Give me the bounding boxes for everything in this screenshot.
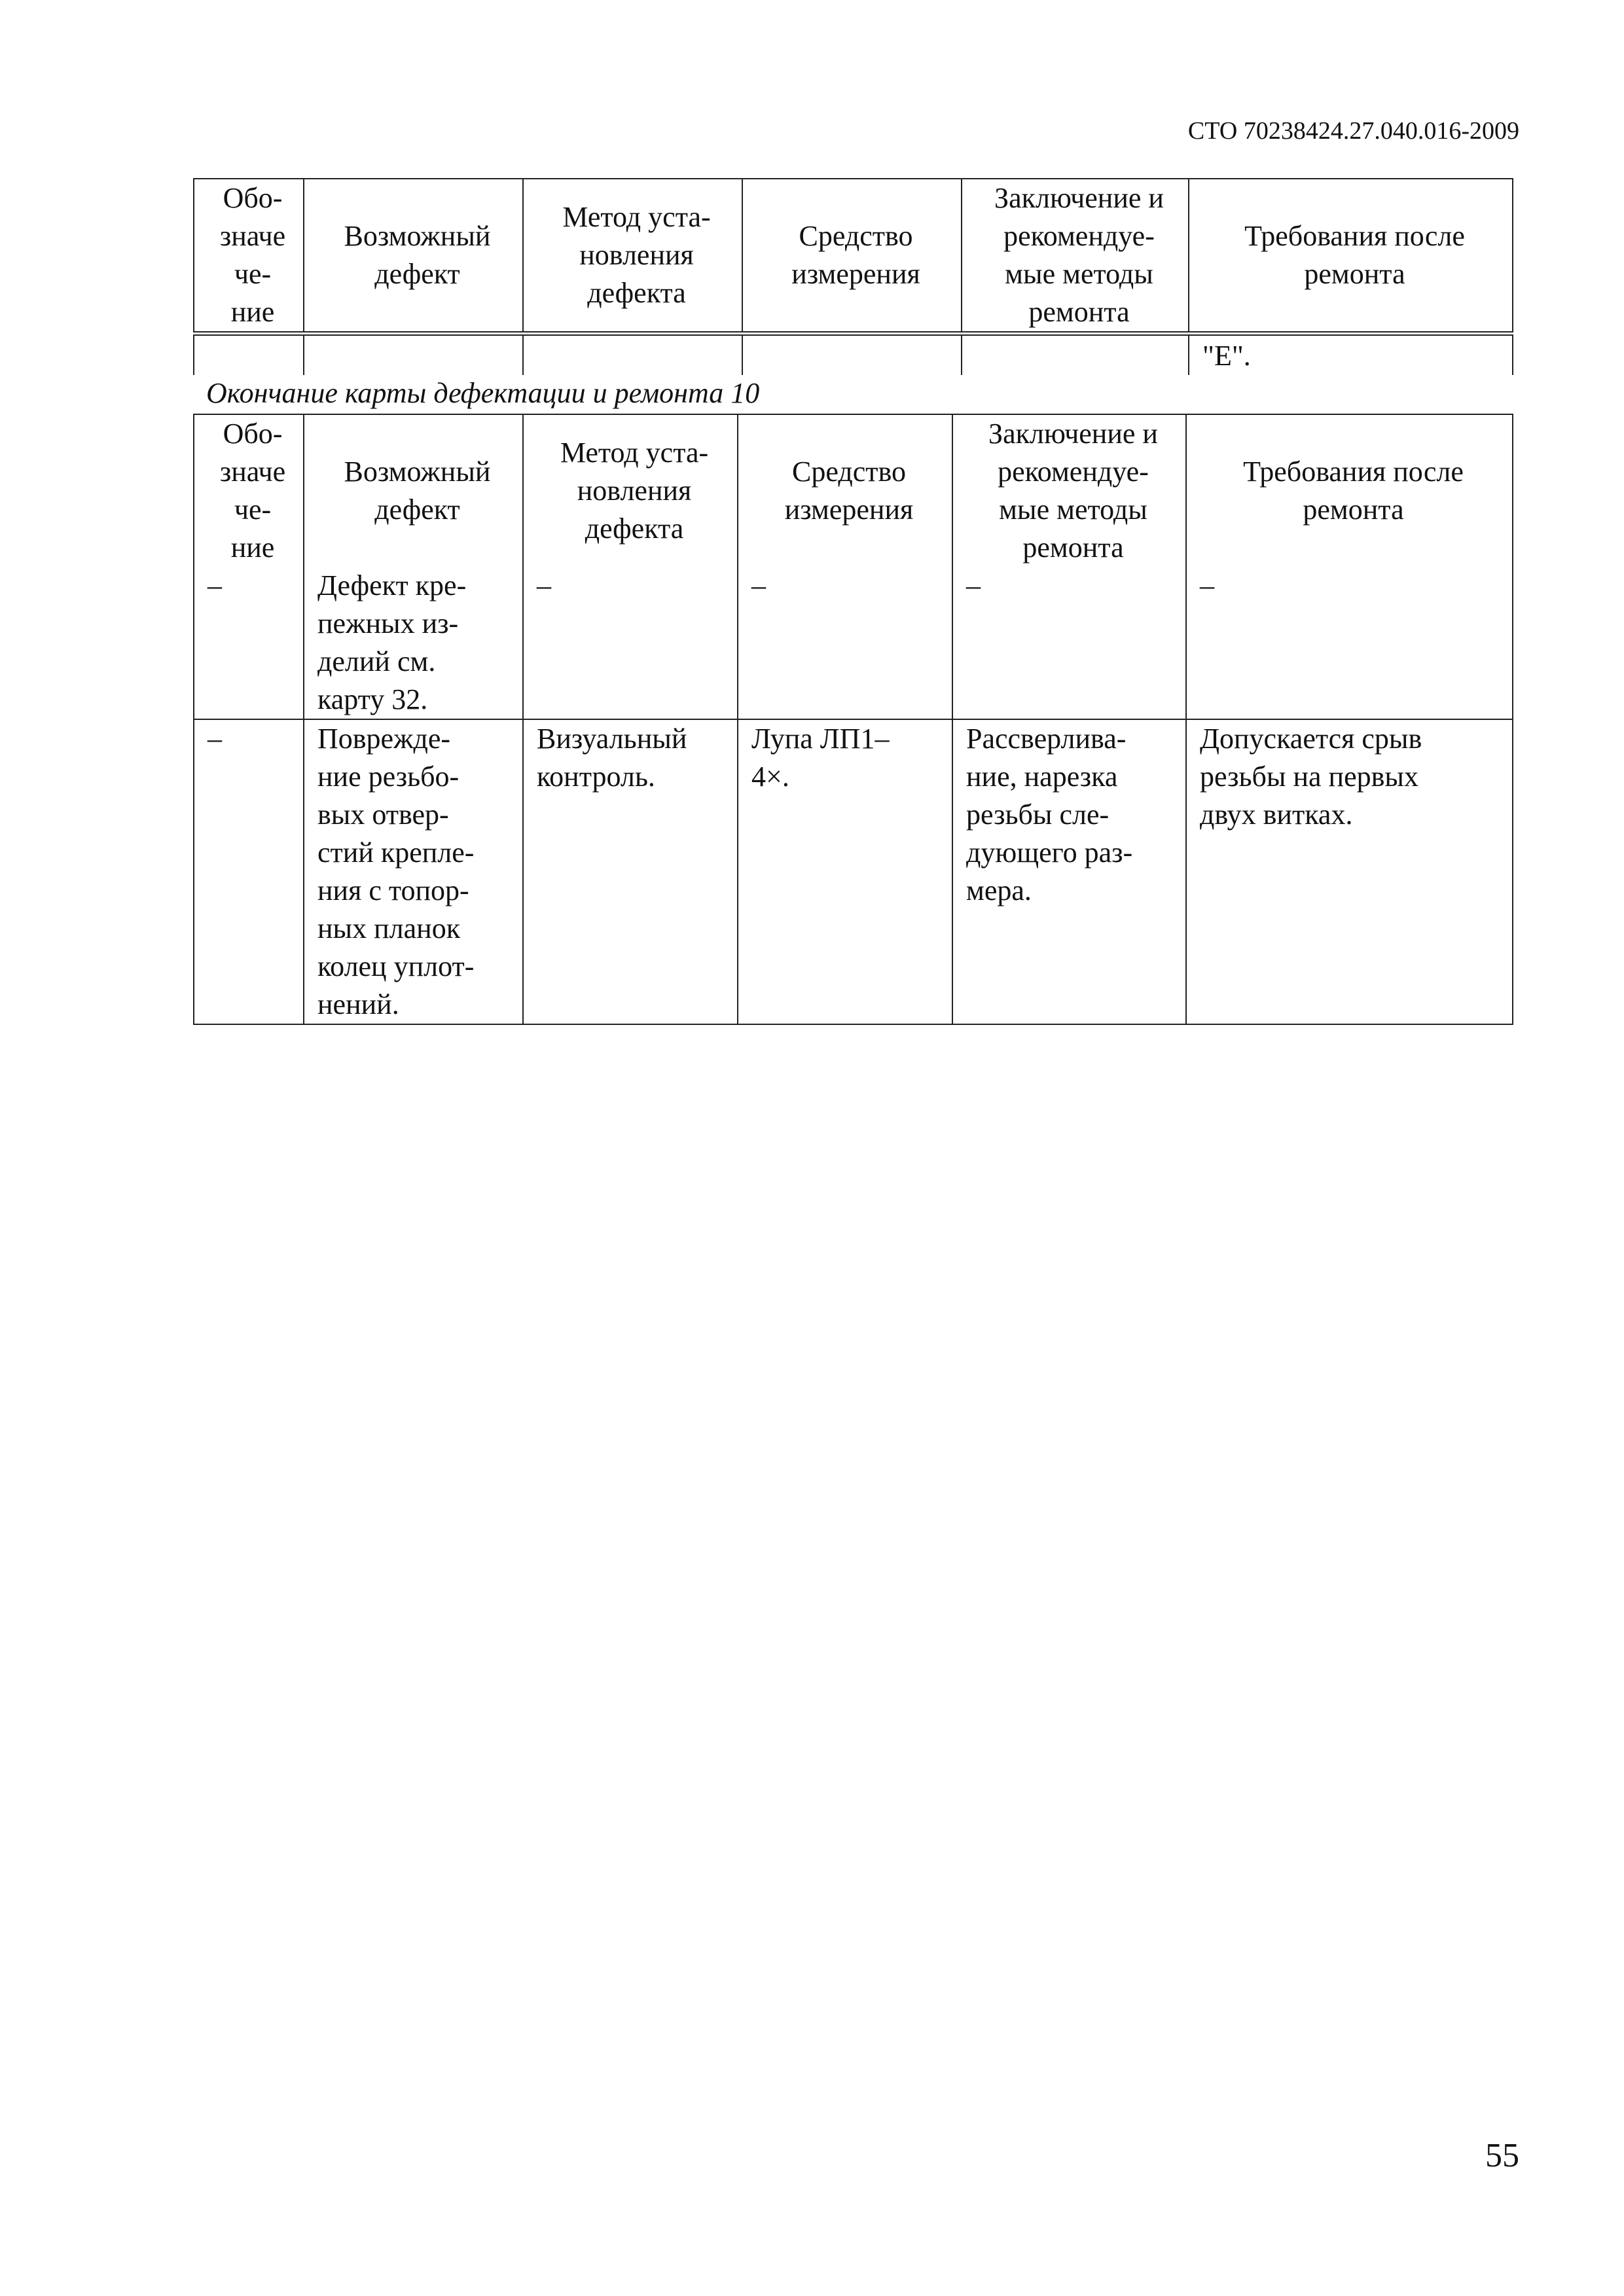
document-code: СТО 70238424.27.040.016-2009 [1187, 117, 1519, 145]
cell-method: Визуальный контроль. [523, 719, 738, 1024]
previous-table-fragment [193, 178, 1513, 375]
table-header-row [194, 179, 1513, 334]
cell-requirements: – [1186, 567, 1513, 719]
col-header-designation: Обо- значе че- ние [194, 414, 304, 567]
table-cell [194, 334, 304, 376]
cell-designation: – [194, 719, 304, 1024]
cell-conclusion: Рассверлива- ние, нарезка резьбы сле- дующего раз- мера. [952, 719, 1186, 1024]
cell-method: – [523, 567, 738, 719]
cell-instrument: – [738, 567, 952, 719]
table-cell [523, 334, 742, 376]
col-header-instrument: Средство измерения [738, 414, 952, 567]
cell-requirements: Допускается срыв резьбы на первых двух витках. [1186, 719, 1513, 1024]
table-row [194, 334, 1513, 376]
col-header-instrument: Средство измерения [742, 179, 962, 334]
table-cell [962, 334, 1189, 376]
table-cell [304, 334, 523, 376]
col-header-method: Метод уста- новления дефекта [523, 179, 742, 334]
cell-defect: Дефект кре- пежных из- делий см. карту 32. [304, 567, 523, 719]
cell-defect: Поврежде- ние резьбо- вых отвер- стий крепле- ния с топор- ных планок колец уплот- нений. [304, 719, 523, 1024]
table-cell [742, 334, 962, 376]
table-caption: Окончание карты дефектации и ремонта 10 [206, 377, 760, 409]
defect-repair-table [193, 414, 1513, 1025]
col-header-designation: Обо- значе че- ние [194, 179, 304, 334]
table-header-row [194, 414, 1513, 567]
table-cell: "Е". [1189, 334, 1513, 376]
table-row [194, 719, 1513, 1024]
col-header-defect: Возможный дефект [304, 414, 523, 567]
col-header-requirements: Требования после ремонта [1189, 179, 1513, 334]
cell-instrument: Лупа ЛП1– 4×. [738, 719, 952, 1024]
col-header-conclusion: Заключение и рекомендуе- мые методы ремонта [962, 179, 1189, 334]
cell-designation: – [194, 567, 304, 719]
col-header-conclusion: Заключение и рекомендуе- мые методы ремонта [952, 414, 1186, 567]
col-header-method: Метод уста- новления дефекта [523, 414, 738, 567]
col-header-requirements: Требования после ремонта [1186, 414, 1513, 567]
col-header-defect: Возможный дефект [304, 179, 523, 334]
cell-conclusion: – [952, 567, 1186, 719]
page-number: 55 [1485, 2137, 1519, 2174]
table-row [194, 567, 1513, 719]
